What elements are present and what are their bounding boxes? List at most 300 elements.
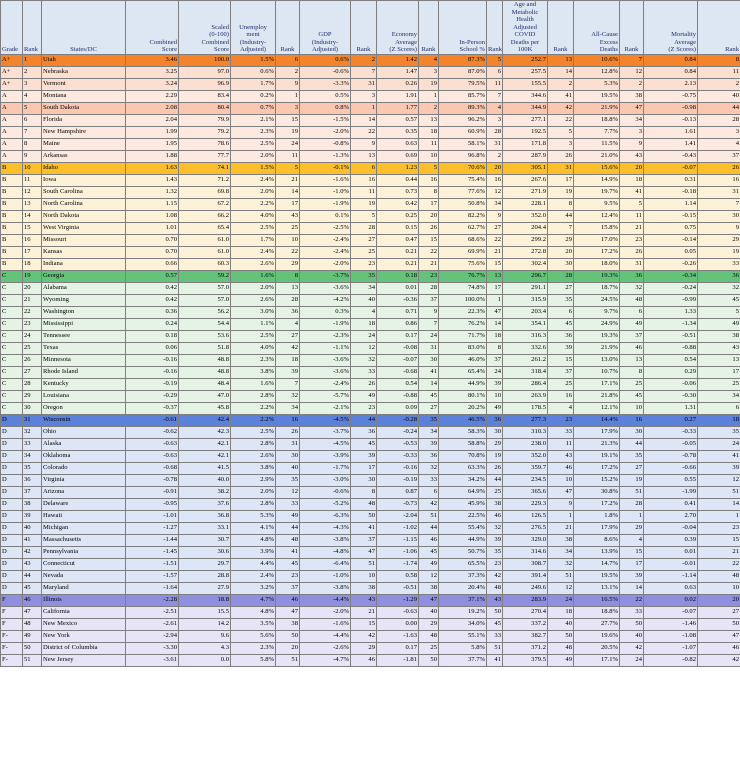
economy-average-cell: 0.63: [377, 138, 419, 150]
covid-deaths-cell: 238.0: [503, 438, 548, 450]
unemployment-rank-cell: 44: [276, 522, 300, 534]
gdp-rank-cell: 40: [351, 294, 377, 306]
economy-rank-cell: 6: [419, 486, 439, 498]
mortality-average-cell: 0.29: [644, 366, 698, 378]
excess-rank-cell: 47: [620, 102, 644, 114]
combined-score-cell: -1.44: [126, 534, 179, 546]
gdp-rank-cell: 41: [351, 522, 377, 534]
excess-deaths-cell: 19.3%: [574, 270, 620, 282]
mortality-rank-cell: 46: [698, 642, 740, 654]
economy-rank-cell: 46: [419, 534, 439, 546]
mortality-rank-cell: 40: [698, 90, 740, 102]
combined-score-cell: -0.78: [126, 474, 179, 486]
gdp-rank-cell: 24: [351, 330, 377, 342]
mortality-rank-cell: 15: [698, 534, 740, 546]
scaled-score-cell: 56.2: [179, 306, 231, 318]
grade-cell: A+: [1, 54, 23, 66]
economy-rank-cell: 15: [419, 234, 439, 246]
table-row: [1, 318, 740, 330]
economy-average-cell: 0.35: [377, 126, 419, 138]
in-person-school-cell: 60.9%: [439, 126, 487, 138]
covid-deaths-cell: 352.0: [503, 450, 548, 462]
grade-cell: F-: [1, 654, 23, 666]
school-rank-cell: 22: [487, 234, 503, 246]
covid-deaths-cell: 263.9: [503, 390, 548, 402]
in-person-school-cell: 89.3%: [439, 102, 487, 114]
mortality-rank-cell: 3: [698, 126, 740, 138]
mortality-rank-cell: 11: [698, 66, 740, 78]
gdp-rank-cell: 49: [351, 390, 377, 402]
mortality-average-cell: 0.27: [644, 414, 698, 426]
economy-rank-cell: 50: [419, 654, 439, 666]
rank-cell: 48: [23, 618, 42, 630]
unemployment-cell: 1.6%: [231, 378, 276, 390]
mortality-rank-cell: 34: [698, 390, 740, 402]
covid-rank-cell: 39: [548, 342, 574, 354]
economy-rank-cell: 2: [419, 102, 439, 114]
state-name-cell: North Carolina: [42, 198, 126, 210]
mortality-rank-cell: 12: [698, 474, 740, 486]
table-row: [1, 330, 740, 342]
scaled-score-cell: 83.4: [179, 90, 231, 102]
school-rank-cell: 42: [487, 570, 503, 582]
combined-score-header: Combined Score: [126, 1, 179, 55]
unemployment-rank-cell: 23: [276, 570, 300, 582]
unemployment-cell: 0.7%: [231, 102, 276, 114]
covid-rank-cell: 47: [548, 486, 574, 498]
unemployment-cell: 4.0%: [231, 210, 276, 222]
mortality-average-cell: -0.99: [644, 294, 698, 306]
mortality-average-cell: 2.70: [644, 510, 698, 522]
table-row: [1, 78, 740, 90]
in-person-school-cell: 87.3%: [439, 54, 487, 66]
school-rank-cell: 44: [487, 474, 503, 486]
excess-rank-cell: 12: [620, 66, 644, 78]
table-row: [1, 126, 740, 138]
unemployment-cell: 2.6%: [231, 294, 276, 306]
economy-rank-cell: 27: [419, 402, 439, 414]
gdp-cell: -0.8%: [300, 138, 351, 150]
combined-score-cell: -0.63: [126, 450, 179, 462]
mortality-rank-cell: 2: [698, 78, 740, 90]
grade-cell: C: [1, 354, 23, 366]
combined-score-cell: 1.88: [126, 150, 179, 162]
rank-cell: 24: [23, 330, 42, 342]
excess-rank-cell: 25: [620, 378, 644, 390]
economy-average-cell: 0.09: [377, 402, 419, 414]
mortality-rank-cell: 36: [698, 270, 740, 282]
state-name-cell: Mississippi: [42, 318, 126, 330]
unemployment-rank-cell: 41: [276, 546, 300, 558]
covid-rank-cell: 51: [548, 570, 574, 582]
excess-deaths-cell: 18.8%: [574, 114, 620, 126]
in-person-school-cell: 34.2%: [439, 474, 487, 486]
unemployment-rank-cell: 28: [276, 294, 300, 306]
state-name-cell: Tennessee: [42, 330, 126, 342]
combined-score-cell: -0.19: [126, 378, 179, 390]
gdp-rank-cell: 51: [351, 558, 377, 570]
grade-cell: B: [1, 222, 23, 234]
state-name-cell: Ohio: [42, 426, 126, 438]
combined-score-cell: -0.37: [126, 402, 179, 414]
scaled-score-cell: 45.8: [179, 402, 231, 414]
school-rank-cell: 4: [487, 102, 503, 114]
scaled-score-cell: 42.4: [179, 414, 231, 426]
scaled-score-cell: 18.8: [179, 594, 231, 606]
school-rank-cell: 7: [487, 90, 503, 102]
table-row: [1, 450, 740, 462]
covid-deaths-cell: 299.2: [503, 234, 548, 246]
school-rank-cell: 47: [487, 306, 503, 318]
unemployment-cell: 2.5%: [231, 222, 276, 234]
school-rank-cell: 41: [487, 654, 503, 666]
excess-deaths-cell: 21.8%: [574, 390, 620, 402]
covid-rank-cell: 41: [548, 90, 574, 102]
state-name-cell: Iowa: [42, 174, 126, 186]
unemployment-rank-cell: 3: [276, 102, 300, 114]
mortality-rank-cell: 16: [698, 174, 740, 186]
unemployment-rank-cell: 10: [276, 234, 300, 246]
excess-rank-cell: 7: [620, 54, 644, 66]
mortality-rank-cell: 8: [698, 54, 740, 66]
excess-rank-cell: 43: [620, 150, 644, 162]
combined-score-cell: -0.16: [126, 354, 179, 366]
mortality-rank-cell: 27: [698, 606, 740, 618]
covid-rank-cell: 33: [548, 426, 574, 438]
rank-cell: 33: [23, 438, 42, 450]
state-name-cell: Nebraska: [42, 66, 126, 78]
state-name-cell: Missouri: [42, 234, 126, 246]
rank-cell: 7: [23, 126, 42, 138]
covid-rank-cell: 42: [548, 102, 574, 114]
covid-deaths-cell: 283.9: [503, 594, 548, 606]
unemployment-cell: 3.5%: [231, 618, 276, 630]
state-name-cell: New Jersey: [42, 654, 126, 666]
gdp-cell: -1.1%: [300, 342, 351, 354]
table-row: [1, 582, 740, 594]
grade-cell: A+: [1, 78, 23, 90]
excess-deaths-cell: 30.8%: [574, 486, 620, 498]
in-person-school-cell: 85.7%: [439, 90, 487, 102]
unemployment-cell: 2.5%: [231, 426, 276, 438]
gdp-rank-cell: 28: [351, 222, 377, 234]
combined-score-cell: 1.43: [126, 174, 179, 186]
economy-rank-cell: 23: [419, 270, 439, 282]
state-name-cell: Kansas: [42, 246, 126, 258]
gdp-rank-cell: 3: [351, 90, 377, 102]
combined-score-cell: -1.57: [126, 570, 179, 582]
covid-rank-cell: 35: [548, 294, 574, 306]
covid-deaths-cell: 267.6: [503, 174, 548, 186]
grade-cell: C: [1, 318, 23, 330]
combined-score-cell: 0.42: [126, 282, 179, 294]
scaled-score-cell: 80.4: [179, 102, 231, 114]
state-name-cell: Minnesota: [42, 354, 126, 366]
covid-rank-cell: 5: [548, 126, 574, 138]
covid-rank-cell: 40: [548, 618, 574, 630]
excess-rank-cell: 46: [620, 342, 644, 354]
gdp-cell: -6.3%: [300, 510, 351, 522]
scaled-score-cell: 71.2: [179, 174, 231, 186]
gdp-cell: -2.6%: [300, 642, 351, 654]
combined-score-cell: 1.08: [126, 210, 179, 222]
combined-score-cell: 0.36: [126, 306, 179, 318]
in-person-school-cell: 55.1%: [439, 630, 487, 642]
unemployment-rank-cell: 13: [276, 282, 300, 294]
excess-rank-cell: 16: [620, 414, 644, 426]
gdp-cell: -4.4%: [300, 630, 351, 642]
unemployment-rank-cell: 4: [276, 318, 300, 330]
unemployment-rank-cell: 20: [276, 642, 300, 654]
mortality-average-cell: -0.06: [644, 378, 698, 390]
school-rank-cell: 51: [487, 642, 503, 654]
scaled-score-cell: 42.3: [179, 426, 231, 438]
covid-rank-cell: 12: [548, 582, 574, 594]
mortality-average-cell: 2.13: [644, 78, 698, 90]
school-rank-cell: 17: [487, 282, 503, 294]
covid-rank-cell: 9: [548, 498, 574, 510]
covid-deaths-cell: 276.5: [503, 522, 548, 534]
economy-average-cell: -1.02: [377, 522, 419, 534]
excess-deaths-cell: 9.5%: [574, 198, 620, 210]
unemployment-rank-cell: 36: [276, 306, 300, 318]
mortality-average-cell: -1.08: [644, 630, 698, 642]
in-person-school-cell: 22.5%: [439, 510, 487, 522]
school-rank-cell: 21: [487, 246, 503, 258]
economy-average-cell: -0.28: [377, 414, 419, 426]
covid-rank-cell: 1: [548, 510, 574, 522]
mortality-average-cell: 0.01: [644, 546, 698, 558]
in-person-school-cell: 75.6%: [439, 258, 487, 270]
in-person-school-cell: 65.4%: [439, 366, 487, 378]
rank-cell: 13: [23, 198, 42, 210]
economy-average-cell: 0.42: [377, 198, 419, 210]
gdp-cell: -1.7%: [300, 462, 351, 474]
table-row: [1, 66, 740, 78]
scaled-score-cell: 59.2: [179, 270, 231, 282]
unemployment-rank-cell: 50: [276, 630, 300, 642]
economy-average-cell: 0.71: [377, 306, 419, 318]
grade-cell: B: [1, 210, 23, 222]
table-row: [1, 462, 740, 474]
gdp-cell: -2.4%: [300, 234, 351, 246]
table-row: [1, 210, 740, 222]
excess-deaths-cell: 14.4%: [574, 414, 620, 426]
scaled-score-cell: 100.0: [179, 54, 231, 66]
covid-rank-cell: 11: [548, 438, 574, 450]
excess-deaths-cell: 24.9%: [574, 318, 620, 330]
grade-cell: B: [1, 258, 23, 270]
table-row: [1, 270, 740, 282]
scaled-score-cell: 65.4: [179, 222, 231, 234]
in-person-school-cell: 87.0%: [439, 66, 487, 78]
state-name-cell: Massachusetts: [42, 534, 126, 546]
gdp-rank-cell: 14: [351, 114, 377, 126]
rank-header: Rank: [23, 1, 42, 55]
unemployment-rank-cell: 38: [276, 618, 300, 630]
mortality-rank-cell: 19: [698, 246, 740, 258]
economy-average-cell: -0.19: [377, 474, 419, 486]
economy-rank-cell: 32: [419, 462, 439, 474]
covid-rank-header: Rank: [548, 1, 574, 55]
mortality-rank-cell: 13: [698, 354, 740, 366]
combined-score-cell: -1.51: [126, 558, 179, 570]
covid-rank-cell: 19: [548, 186, 574, 198]
grade-cell: D: [1, 426, 23, 438]
covid-rank-cell: 28: [548, 270, 574, 282]
excess-rank-cell: 32: [620, 282, 644, 294]
excess-rank-cell: 39: [620, 570, 644, 582]
excess-rank-cell: 42: [620, 642, 644, 654]
gdp-rank-cell: 38: [351, 582, 377, 594]
school-rank-cell: 16: [487, 174, 503, 186]
economy-rank-cell: 36: [419, 450, 439, 462]
unemployment-rank-cell: 27: [276, 330, 300, 342]
scaled-score-cell: 29.7: [179, 558, 231, 570]
economy-average-cell: -2.04: [377, 510, 419, 522]
rank-cell: 12: [23, 186, 42, 198]
combined-score-cell: 0.18: [126, 330, 179, 342]
state-name-cell: West Virginia: [42, 222, 126, 234]
unemployment-cell: 2.8%: [231, 498, 276, 510]
mortality-rank-cell: 39: [698, 462, 740, 474]
mortality-average-header: Mortality Average (Z Scores): [644, 1, 698, 55]
unemployment-rank-cell: 6: [276, 54, 300, 66]
excess-rank-cell: 34: [620, 114, 644, 126]
school-rank-cell: 6: [487, 66, 503, 78]
mortality-average-cell: -0.13: [644, 114, 698, 126]
gdp-rank-cell: 45: [351, 438, 377, 450]
scaled-score-cell: 30.6: [179, 546, 231, 558]
excess-deaths-cell: 8.6%: [574, 534, 620, 546]
school-rank-cell: 13: [487, 270, 503, 282]
school-rank-cell: 37: [487, 354, 503, 366]
economy-rank-cell: 7: [419, 318, 439, 330]
school-rank-cell: 24: [487, 366, 503, 378]
covid-deaths-cell: 257.5: [503, 66, 548, 78]
excess-deaths-cell: 5.3%: [574, 78, 620, 90]
gdp-rank-cell: 15: [351, 618, 377, 630]
economy-average-cell: -1.81: [377, 654, 419, 666]
excess-rank-cell: 22: [620, 594, 644, 606]
mortality-rank-cell: 38: [698, 330, 740, 342]
gdp-cell: -0.1%: [300, 162, 351, 174]
state-name-cell: Alabama: [42, 282, 126, 294]
covid-deaths-cell: 318.4: [503, 366, 548, 378]
school-rank-cell: 39: [487, 534, 503, 546]
economy-rank-cell: 24: [419, 330, 439, 342]
combined-score-cell: 1.32: [126, 186, 179, 198]
school-rank-cell: 1: [487, 294, 503, 306]
covid-deaths-cell: 344.6: [503, 90, 548, 102]
scaled-score-cell: 79.9: [179, 114, 231, 126]
unemployment-cell: 2.2%: [231, 198, 276, 210]
mortality-rank-cell: 43: [698, 342, 740, 354]
economy-average-cell: 0.15: [377, 222, 419, 234]
unemployment-cell: 2.6%: [231, 450, 276, 462]
table-row: [1, 522, 740, 534]
gdp-cell: -2.1%: [300, 402, 351, 414]
school-rank-cell: 23: [487, 558, 503, 570]
economy-rank-cell: 16: [419, 174, 439, 186]
in-person-school-cell: 96.2%: [439, 114, 487, 126]
scaled-score-cell: 47.0: [179, 390, 231, 402]
mortality-average-cell: -0.34: [644, 270, 698, 282]
gdp-cell: -5.7%: [300, 390, 351, 402]
gdp-cell: -1.0%: [300, 570, 351, 582]
economy-average-cell: 0.87: [377, 486, 419, 498]
school-rank-cell: 29: [487, 438, 503, 450]
gdp-rank-cell: 7: [351, 66, 377, 78]
table-row: [1, 546, 740, 558]
unemployment-rank-header: Rank: [276, 1, 300, 55]
excess-deaths-cell: 11.5%: [574, 138, 620, 150]
excess-deaths-cell: 10.7%: [574, 366, 620, 378]
mortality-rank-cell: 5: [698, 306, 740, 318]
school-rank-cell: 46: [487, 510, 503, 522]
rank-cell: 28: [23, 378, 42, 390]
economy-average-cell: -1.29: [377, 594, 419, 606]
state-name-cell: Florida: [42, 114, 126, 126]
school-rank-cell: 30: [487, 426, 503, 438]
grade-cell: C: [1, 282, 23, 294]
grade-cell: A: [1, 90, 23, 102]
mortality-rank-cell: 26: [698, 162, 740, 174]
economy-rank-cell: 47: [419, 594, 439, 606]
gdp-rank-cell: 17: [351, 462, 377, 474]
in-person-school-cell: 50.8%: [439, 198, 487, 210]
excess-deaths-cell: 9.7%: [574, 306, 620, 318]
excess-deaths-cell: 21.9%: [574, 102, 620, 114]
mortality-average-cell: -0.33: [644, 426, 698, 438]
covid-deaths-cell: 344.9: [503, 102, 548, 114]
gdp-cell: -4.4%: [300, 594, 351, 606]
economy-average-cell: -0.24: [377, 426, 419, 438]
mortality-average-cell: 0.54: [644, 354, 698, 366]
mortality-rank-cell: 21: [698, 546, 740, 558]
covid-deaths-cell: 354.1: [503, 318, 548, 330]
state-name-cell: North Dakota: [42, 210, 126, 222]
unemployment-cell: 4.0%: [231, 342, 276, 354]
economy-rank-cell: 10: [419, 150, 439, 162]
economy-average-cell: 0.26: [377, 78, 419, 90]
gdp-header: GDP (Industry- Adjusted): [300, 1, 351, 55]
unemployment-cell: 2.0%: [231, 486, 276, 498]
mortality-average-cell: -0.05: [644, 438, 698, 450]
covid-deaths-cell: 365.6: [503, 486, 548, 498]
grade-cell: D: [1, 438, 23, 450]
covid-rank-cell: 38: [548, 534, 574, 546]
gdp-cell: -1.6%: [300, 618, 351, 630]
economy-rank-cell: 42: [419, 498, 439, 510]
unemployment-rank-cell: 2: [276, 66, 300, 78]
unemployment-cell: 2.0%: [231, 282, 276, 294]
excess-deaths-cell: 1.8%: [574, 510, 620, 522]
school-rank-cell: 12: [487, 186, 503, 198]
economy-average-cell: 0.18: [377, 270, 419, 282]
gdp-rank-cell: 30: [351, 474, 377, 486]
table-row: [1, 114, 740, 126]
rank-cell: 15: [23, 222, 42, 234]
in-person-school-cell: 44.9%: [439, 534, 487, 546]
school-rank-cell: 28: [487, 126, 503, 138]
table-row: [1, 378, 740, 390]
unemployment-rank-cell: 12: [276, 486, 300, 498]
state-name-cell: Illinois: [42, 594, 126, 606]
covid-deaths-cell: 277.3: [503, 414, 548, 426]
economy-rank-cell: 14: [419, 378, 439, 390]
covid-rank-cell: 34: [548, 546, 574, 558]
